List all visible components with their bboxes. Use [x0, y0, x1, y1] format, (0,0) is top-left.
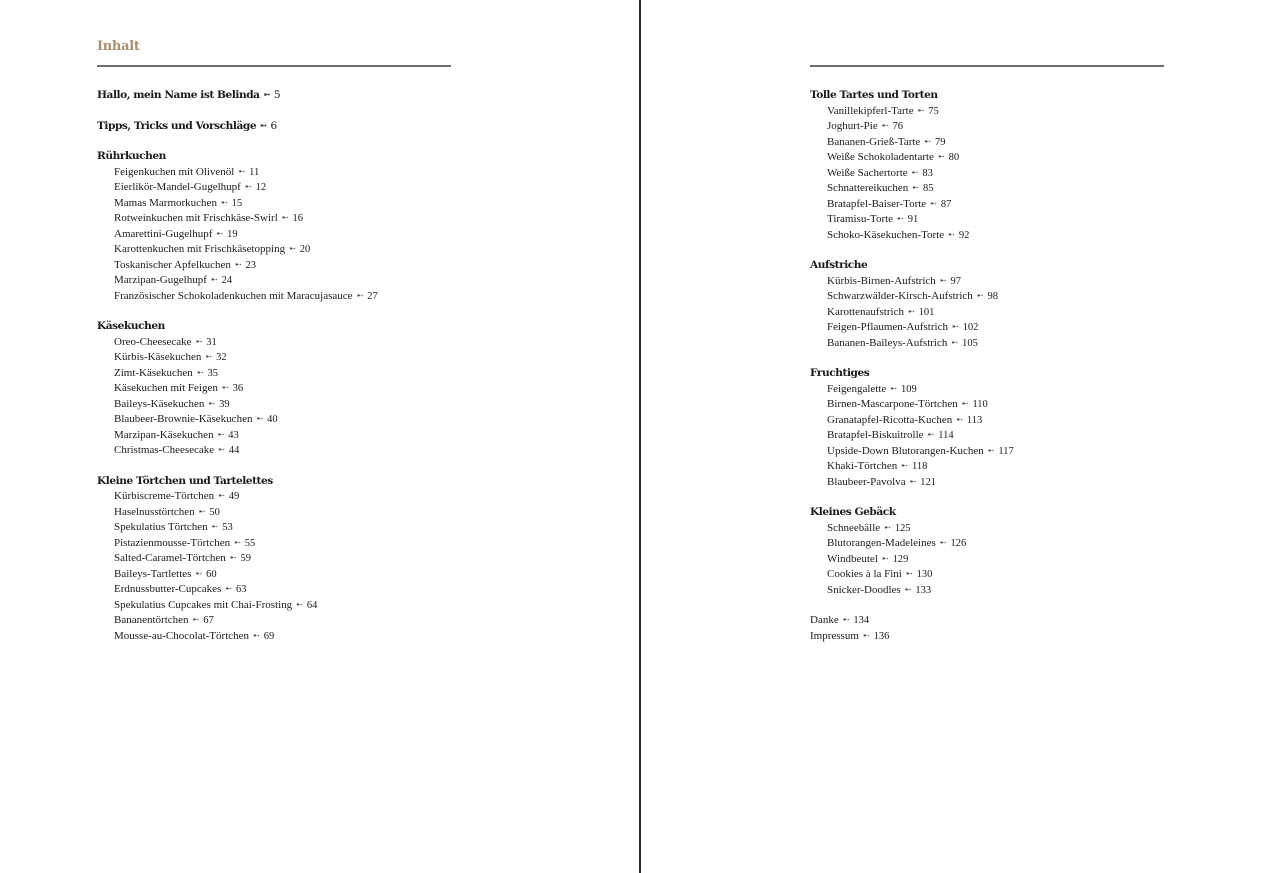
arrow-icon: ➸ [260, 119, 267, 130]
toc-entry[interactable] [810, 212, 1170, 228]
arrow-icon: ➸ [253, 630, 260, 640]
arrow-icon: ➸ [901, 461, 908, 470]
toc-entry[interactable] [810, 521, 1170, 537]
toc-entry[interactable] [97, 165, 457, 181]
toc-entry[interactable] [810, 336, 1170, 352]
page-number: 24 [221, 275, 233, 286]
toc-entry-label: Eierlikör-Mandel-Gugelhupf [114, 181, 241, 193]
arrow-icon: ➸ [912, 183, 919, 192]
page-number: 67 [203, 615, 214, 626]
toc-entry-label: Bratapfel-Biskuitrolle [827, 429, 924, 441]
toc-entry[interactable] [97, 613, 457, 629]
page-number: 53 [222, 522, 233, 533]
section-heading[interactable] [810, 505, 1170, 521]
title-row [97, 0, 457, 66]
toc-entry-label: Kürbis-Käsekuchen [114, 351, 202, 363]
page-number: 118 [911, 461, 928, 472]
toc-section [97, 319, 457, 459]
arrow-icon: ➸ [937, 152, 945, 161]
toc-entry-label: Karottenaufstrich [827, 305, 904, 318]
toc-entry[interactable] [97, 428, 457, 444]
toc-entry[interactable] [810, 274, 1170, 290]
section-heading[interactable] [97, 149, 457, 165]
toc-entry[interactable] [810, 444, 1170, 460]
arrow-icon: ➸ [951, 322, 959, 331]
toc-entry[interactable] [810, 305, 1170, 321]
toc-entry-label: Upside-Down Blutorangen-Kuchen [827, 444, 984, 457]
toc-entry-label: Spekulatius Törtchen [114, 521, 208, 533]
toc-section [97, 88, 457, 104]
toc-entry-label: Birnen-Mascarpone-Törtchen [827, 398, 958, 410]
toc-entry[interactable] [97, 397, 457, 413]
page-number: 105 [962, 337, 978, 349]
toc-entry-label: Erdnussbutter-Cupcakes [114, 583, 222, 595]
title-rule-right [810, 65, 1164, 67]
arrow-icon: ➸ [205, 352, 213, 361]
arrow-icon: ➸ [862, 630, 870, 640]
toc-entry-label: Khaki-Törtchen [827, 460, 898, 472]
toc-entry[interactable] [97, 567, 457, 583]
toc-entry[interactable] [97, 196, 457, 212]
page-number: 12 [255, 182, 267, 193]
toc-entry-label: Bananentörtchen [114, 614, 189, 626]
toc-left [97, 88, 457, 644]
arrow-icon: ➸ [234, 259, 242, 269]
arrow-icon: ➸ [881, 121, 889, 130]
page-number: 87 [940, 198, 952, 210]
toc-entry[interactable] [97, 536, 457, 552]
arrow-icon: ➸ [296, 599, 303, 609]
toc-entry[interactable] [810, 181, 1170, 197]
toc-entry-label: Salted-Caramel-Törtchen [114, 552, 226, 564]
page-number: 63 [236, 584, 247, 595]
page-number: 101 [918, 306, 935, 318]
toc-entry-label: Schnattereikuchen [827, 182, 909, 194]
page-number: 75 [928, 105, 939, 117]
arrow-icon: ➸ [244, 182, 252, 191]
page-number: 20 [299, 244, 311, 255]
toc-entry-label: Cookies à la Fini [827, 568, 902, 580]
toc-entry-label: Amarettini-Gugelhupf [114, 227, 213, 240]
toc-section [97, 474, 457, 645]
toc-entry[interactable] [97, 381, 457, 397]
toc-entry-label: Kürbis-Birnen-Aufstrich [827, 274, 936, 287]
page-number: 126 [950, 538, 967, 549]
toc-entry[interactable] [810, 583, 1170, 599]
toc-entry-label: Käsekuchen mit Feigen [114, 382, 218, 394]
section-heading[interactable] [810, 258, 1170, 274]
arrow-icon: ➸ [927, 430, 935, 439]
section-heading[interactable] [810, 366, 1170, 382]
page-number: 11 [249, 166, 260, 178]
toc-entry-label: Vanillekipferl-Tarte [827, 104, 914, 117]
toc-entry-label: Blaubeer-Brownie-Käsekuchen [114, 413, 253, 425]
toc-entry-label: Bananen-Grieß-Tarte [827, 135, 921, 148]
section-heading-label: Rührkuchen [97, 150, 166, 162]
arrow-icon: ➸ [897, 214, 904, 223]
page-number: 85 [922, 183, 934, 194]
toc-entry[interactable] [97, 551, 457, 567]
page-number: 136 [873, 630, 890, 642]
arrow-icon: ➸ [930, 198, 937, 208]
toc-entry[interactable] [97, 505, 457, 521]
arrow-icon: ➸ [221, 383, 229, 392]
page-number: 91 [907, 214, 919, 225]
page-title: Inhalt [97, 39, 140, 54]
page-number: 125 [894, 522, 911, 534]
page-number: 110 [972, 399, 988, 410]
section-heading[interactable] [97, 88, 457, 104]
toc-entry[interactable] [810, 413, 1170, 429]
page-number: 32 [216, 352, 227, 363]
page-number: 44 [228, 445, 240, 456]
arrow-icon: ➸ [281, 213, 289, 222]
toc-section [810, 258, 1170, 351]
toc-entry-label: Pistazienmousse-Törtchen [114, 536, 231, 549]
page-number: 5 [273, 89, 281, 101]
page-number: 134 [853, 615, 870, 626]
toc-entry-label: Feigengalette [827, 382, 887, 395]
arrow-icon: ➸ [909, 476, 917, 486]
right-page [810, 0, 1170, 659]
arrow-icon: ➸ [234, 537, 241, 547]
toc-entry[interactable] [97, 520, 457, 536]
arrow-icon: ➸ [881, 553, 889, 563]
toc-entry[interactable] [810, 552, 1170, 568]
toc-entry-label: Mousse-au-Chocolat-Törtchen [114, 629, 250, 642]
toc-entry-label: Französischer Schokoladenkuchen mit Maracujasauce [114, 289, 353, 302]
toc-right [810, 88, 1170, 644]
arrow-icon: ➸ [256, 414, 264, 423]
toc-entry[interactable] [97, 258, 457, 274]
arrow-icon: ➸ [218, 491, 225, 500]
arrow-icon: ➸ [196, 367, 204, 377]
toc-entry-label: Snicker-Doodles [827, 583, 901, 596]
toc-section [97, 119, 457, 135]
toc-entry[interactable] [97, 582, 457, 598]
page-number: 121 [920, 476, 937, 488]
page-number: 102 [962, 322, 979, 333]
toc-entry[interactable] [97, 227, 457, 243]
arrow-icon: ➸ [211, 522, 219, 531]
page-number: 19 [227, 228, 238, 240]
toc-section [810, 505, 1170, 598]
arrow-icon: ➸ [939, 538, 947, 547]
arrow-icon: ➸ [987, 445, 995, 455]
toc-entry-label: Blutorangen-Madeleines [827, 537, 936, 549]
toc-entry[interactable] [810, 119, 1170, 135]
toc-entry[interactable] [810, 150, 1170, 166]
section-heading[interactable] [97, 119, 457, 135]
page-number: 92 [958, 229, 970, 241]
page-number: 117 [998, 445, 1014, 457]
page-number: 79 [935, 136, 946, 148]
section-heading-label: Kleines Gebäck [810, 506, 896, 518]
page-number: 40 [267, 414, 278, 425]
arrow-icon: ➸ [216, 228, 224, 238]
toc-entry[interactable] [810, 428, 1170, 444]
toc-entry-label: Oreo-Cheesecake [114, 335, 192, 348]
toc-entry[interactable] [97, 211, 457, 227]
toc-entry[interactable] [97, 242, 457, 258]
page-number: 59 [240, 553, 251, 564]
arrow-icon: ➸ [924, 136, 931, 146]
toc-section [810, 613, 1170, 644]
toc-entry-label: Rotweinkuchen mit Frischkäse-Swirl [114, 212, 278, 224]
toc-entry[interactable] [810, 613, 1170, 629]
arrow-icon: ➸ [356, 290, 364, 300]
page-number: 98 [987, 291, 998, 302]
toc-entry[interactable] [810, 629, 1170, 645]
page-number: 129 [892, 553, 909, 565]
toc-entry-label: Bratapfel-Baiser-Torte [827, 197, 927, 210]
page-number: 133 [915, 584, 932, 596]
page-number: 36 [232, 383, 244, 394]
toc-entry[interactable] [810, 536, 1170, 552]
section-heading[interactable] [810, 88, 1170, 104]
arrow-icon: ➸ [905, 569, 913, 578]
toc-entry[interactable] [97, 629, 457, 645]
arrow-icon: ➸ [956, 414, 963, 424]
toc-entry-label: Weiße Schokoladentarte [827, 151, 934, 163]
page-number: 114 [938, 430, 954, 441]
page-number: 15 [231, 197, 243, 209]
toc-entry[interactable] [97, 350, 457, 366]
arrow-icon: ➸ [225, 584, 233, 593]
section-heading-label: Hallo, mein Name ist Belinda [97, 89, 260, 101]
page-number: 50 [209, 506, 220, 518]
toc-entry-label: Kürbiscreme-Törtchen [114, 490, 215, 502]
toc-entry[interactable] [810, 320, 1170, 336]
toc-entry-label: Marzipan-Gugelhupf [114, 274, 207, 286]
toc-entry[interactable] [810, 197, 1170, 213]
page-number: 109 [900, 383, 917, 395]
toc-entry-label: Feigenkuchen mit Olivenöl [114, 165, 235, 178]
toc-entry[interactable] [97, 289, 457, 305]
toc-entry-label: Toskanischer Apfelkuchen [114, 258, 231, 271]
spread-divider [639, 0, 641, 873]
toc-entry-label: Zimt-Käsekuchen [114, 366, 193, 379]
toc-entry-label: Bananen-Baileys-Aufstrich [827, 336, 948, 349]
arrow-icon: ➸ [195, 336, 203, 346]
title-row-right [810, 0, 1170, 66]
arrow-icon: ➸ [890, 383, 897, 393]
arrow-icon: ➸ [220, 197, 228, 207]
toc-entry-label: Marzipan-Käsekuchen [114, 428, 214, 441]
page-number: 64 [306, 599, 318, 611]
toc-entry[interactable] [810, 135, 1170, 151]
toc-entry-label: Schneebälle [827, 521, 881, 534]
toc-entry-label: Impressum [810, 629, 859, 642]
toc-entry[interactable] [97, 489, 457, 505]
toc-entry[interactable] [97, 598, 457, 614]
toc-entry[interactable] [810, 382, 1170, 398]
page-number: 60 [206, 568, 217, 580]
page-number: 113 [966, 414, 983, 426]
page-number: 55 [244, 537, 256, 549]
toc-entry-label: Blaubeer-Pavolva [827, 475, 906, 488]
toc-entry[interactable] [810, 459, 1170, 475]
toc-entry-label: Spekulatius Cupcakes mit Chai-Frosting [114, 598, 293, 611]
arrow-icon: ➸ [229, 553, 237, 562]
arrow-icon: ➸ [939, 275, 947, 285]
toc-entry-label: Feigen-Pflaumen-Aufstrich [827, 321, 948, 333]
toc-entry[interactable] [810, 475, 1170, 491]
page-number: 39 [219, 398, 230, 410]
section-heading-label: Käsekuchen [97, 320, 165, 332]
left-page [97, 0, 457, 659]
arrow-icon: ➸ [976, 291, 984, 300]
arrow-icon: ➸ [904, 584, 912, 594]
toc-entry[interactable] [810, 228, 1170, 244]
page-number: 76 [892, 121, 903, 132]
toc-entry-label: Granatapfel-Ricotta-Kuchen [827, 413, 953, 426]
page-number: 130 [916, 569, 933, 580]
arrow-icon: ➸ [192, 615, 200, 624]
toc-entry[interactable] [97, 412, 457, 428]
arrow-icon: ➸ [842, 615, 850, 624]
toc-section [810, 366, 1170, 490]
toc-entry-label: Windbeutel [827, 552, 878, 565]
toc-entry[interactable] [810, 104, 1170, 120]
arrow-icon: ➸ [907, 306, 915, 316]
toc-entry[interactable] [810, 166, 1170, 182]
toc-entry-label: Schwarzwälder-Kirsch-Aufstrich [827, 290, 973, 302]
section-heading-label: Aufstriche [810, 259, 868, 271]
arrow-icon: ➸ [917, 105, 925, 115]
toc-entry-label: Baileys-Käsekuchen [114, 397, 205, 410]
toc-entry[interactable] [97, 443, 457, 459]
section-heading-label: Fruchtiges [810, 367, 870, 379]
toc-entry-label: Schoko-Käsekuchen-Torte [827, 228, 945, 241]
arrow-icon: ➸ [961, 399, 969, 408]
page-number: 16 [292, 213, 303, 224]
page-number: 80 [948, 152, 960, 163]
arrow-icon: ➸ [238, 166, 246, 176]
arrow-icon: ➸ [289, 244, 296, 253]
arrow-icon: ➸ [951, 337, 959, 347]
page-number: 43 [228, 429, 239, 441]
toc-entry[interactable] [97, 335, 457, 351]
toc-entry-label: Danke [810, 614, 839, 626]
toc-entry[interactable] [810, 397, 1170, 413]
arrow-icon: ➸ [263, 89, 270, 99]
toc-entry-label: Baileys-Tartlettes [114, 567, 192, 580]
toc-section [97, 149, 457, 304]
toc-entry[interactable] [810, 289, 1170, 305]
section-heading[interactable] [97, 474, 457, 490]
toc-entry-label: Christmas-Cheesecake [114, 444, 215, 456]
toc-entry[interactable] [97, 366, 457, 382]
toc-entry-label: Tiramisu-Torte [827, 213, 894, 225]
arrow-icon: ➸ [948, 229, 955, 239]
page-number: 23 [245, 259, 257, 271]
section-heading[interactable] [97, 319, 457, 335]
page-number: 97 [950, 275, 961, 287]
toc-entry-label: Haselnusstörtchen [114, 505, 195, 518]
toc-entry[interactable] [97, 273, 457, 289]
page-number: 69 [263, 630, 275, 642]
section-heading-label: Tipps, Tricks und Vorschläge [97, 119, 257, 132]
arrow-icon: ➸ [218, 445, 225, 454]
section-heading-label: Kleine Törtchen und Tartelettes [97, 474, 273, 487]
toc-section [810, 88, 1170, 243]
arrow-icon: ➸ [884, 522, 891, 532]
page-number: 31 [206, 336, 217, 348]
page-number: 35 [207, 367, 219, 379]
page-number: 6 [270, 119, 277, 132]
page-number: 27 [367, 290, 378, 302]
arrow-icon: ➸ [210, 275, 218, 284]
page-number: 49 [228, 491, 240, 502]
arrow-icon: ➸ [217, 429, 225, 439]
section-heading-label: Tolle Tartes und Torten [810, 89, 938, 101]
arrow-icon: ➸ [911, 167, 919, 177]
title-rule [97, 65, 451, 67]
arrow-icon: ➸ [195, 568, 203, 578]
arrow-icon: ➸ [198, 506, 206, 516]
toc-entry-label: Karottenkuchen mit Frischkäsetopping [114, 243, 286, 255]
toc-entry[interactable] [97, 180, 457, 196]
toc-entry-label: Weiße Sachertorte [827, 166, 908, 179]
toc-entry[interactable] [810, 567, 1170, 583]
arrow-icon: ➸ [208, 398, 216, 408]
page-number: 83 [922, 167, 933, 179]
toc-entry-label: Joghurt-Pie [827, 120, 878, 132]
toc-entry-label: Mamas Marmorkuchen [114, 196, 217, 209]
